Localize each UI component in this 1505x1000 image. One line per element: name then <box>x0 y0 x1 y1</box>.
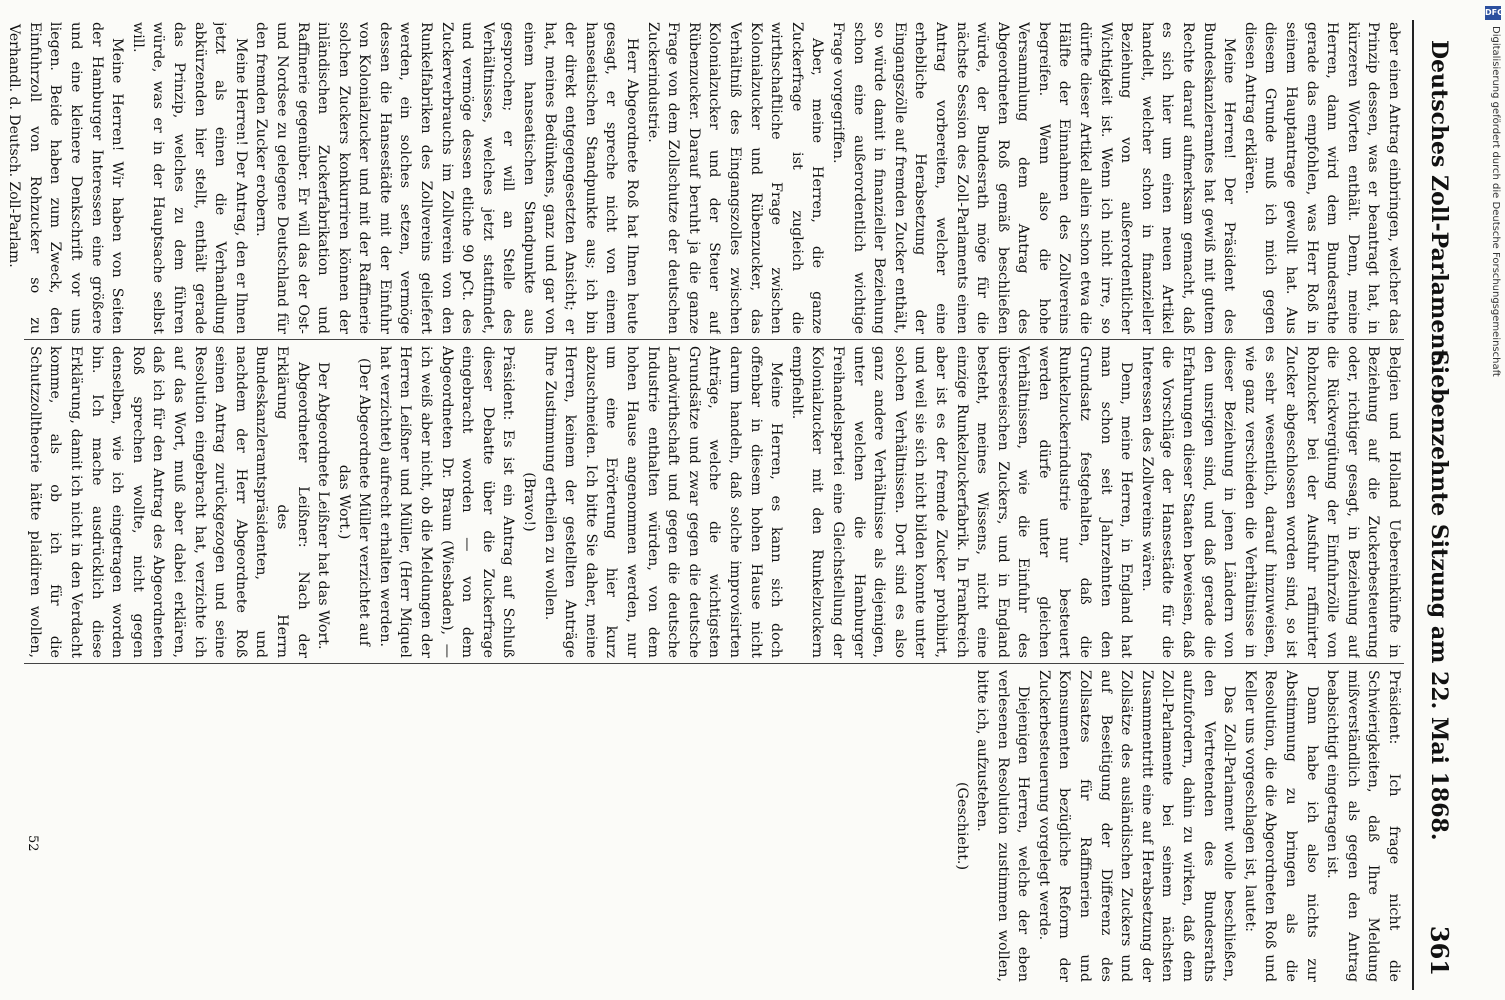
dfg-sidebar <box>1483 6 1503 996</box>
text-column-3 <box>24 670 1404 982</box>
paragraph: Herr Abgeordnete Roß hat Ihnen heute gesagt, er spreche nicht von einem hanseatischen Standpunkte aus; ich bin der direkt entgegengesetzten Ansicht; er hat, meines Bedünkens, ganz und gar von einem hanseatischen Standpunkte aus gesprochen; er will an Stelle des Verhältnisses, welches jetzt stattfindet, und vermöge dessen etliche 90 pCt. des Zuckerverbrauchs im Zollverein von den Runkelfabriken des Zollvereins geliefert werden, ein solches setzen, vermöge dessen die Hansestädte mit der Einfuhr von Kolonialzucker und mit der Raffinerie solchen Zuckers konkurriren können der inländischen Zuckerfabrikation und Raffinerie gegenüber. Er will das der Ost- und Nordsee zu gelegene Deutschland für den fremden Zucker erobern. <box>253 22 641 334</box>
dfg-logo: DFG <box>1485 6 1501 20</box>
header-session-title: Siebenzehnte Sitzung am 22. Mai 1868. <box>1426 350 1452 841</box>
paragraph: Abgeordneter Leißner: Nach der Erklärung des Herrn Bundeskanzleramtspräsidenten, und nachdem der Herr Abgeordnete Roß seinen Antrag zurückgezogen und seine Resolution eingebracht hat, verzichte ich auf das Wort, muß aber dabei erklären, daß ich für den Antrag des Abgeordneten Roß sprechen wollte, nicht gegen denselben, wie ich eingetragen worden bin. Ich mache ausdrücklich diese Erklärung, damit ich nicht in den Verdacht komme, als ob ich für die Schutzzolltheorie hätte plaidiren wollen, <box>26 346 311 658</box>
paragraph: Aber, meine Herren, die ganze Zuckerfrage ist zugleich die wirthschaftliche Frage zwischen Kolonialzucker und Rübenzucker, das Verhältniß des Eingangszolles zwischen Kolonialzucker und der Steuer auf Rübenzucker. Darauf beruht ja die ganze Frage von dem Zollschutze der deutschen Zuckerindustrie. <box>644 22 826 334</box>
paragraph: Der Abgeordnete Leißner hat das Wort. <box>315 362 332 650</box>
signature-mark: 52 <box>25 835 40 852</box>
dfg-credit-text: Digitalisierung gefördert durch die Deutsche Forschungsgemeinschaft <box>1490 26 1501 377</box>
paragraph: Dann habe ich also nichts zur Abstimmung zu bringen als die Resolution, die die Abgeordneten Roß und Keller uns vorgeschlagen ist, lautet: <box>1241 670 1320 982</box>
paragraph: Diejenigen Herren, welche der eben verlesenen Resolution zustimmen wollen, bitte ich, aufzustehen. <box>974 670 1032 982</box>
print-signature: Verhandl. d. Deutsch. Zoll-Parlam. <box>6 24 22 268</box>
paragraph: Belgien und Holland Uebereinkünfte in Beziehung auf die Zuckerbesteuerung oder, richtiger gesagt, in Beziehung auf die Rückvergütung der Einfuhrzölle von Rohzucker bei der Ausfuhr raffinirter Zucker abgeschlossen worden sind, so ist es sehr wesentlich, darauf hinzuweisen, wie ganz verschieden die Verhältnisse in dieser Beziehung in jenen Ländern von den unsrigen sind, und daß gerade die Erfahrungen dieser Staaten beweisen, daß die Vorschläge der Hansestädte für die Interessen des Zollvereins wären. <box>1138 346 1402 658</box>
paragraph: Das Zoll-Parlament wolle beschließen, den Vertretenden des Bundesraths aufzufordern, dahin zu wirken, daß dem Zoll-Parlamente bei seinem nächsten Zusammentritt eine auf Herabsetzung der Zollsätze des ausländischen Zuckers und auf Beseitigung der Differenz des Zollsatzes für Raffinerien und Konsumenten bezügliche Reform der Zuckerbesteuerung vorgelegt werde. <box>1035 670 1238 982</box>
column-divider <box>24 663 1404 664</box>
paragraph: Präsident: Es ist ein Antrag auf Schluß dieser Debatte über die Zuckerfrage eingebracht worden — von dem Abgeordneten Dr. Braun (Wiesbaden), — ich weiß aber nicht, ob die Meldungen der Herren Leißner und Müller, (Herr Miquel hat verzichtet) aufrecht erhalten werden. <box>376 346 517 658</box>
header-journal-title: Deutsches Zoll-Parlament. <box>1426 40 1452 368</box>
page-number: 361 <box>1425 925 1454 976</box>
paragraph: (Bravo!) <box>521 472 538 532</box>
text-column-2 <box>24 346 1404 658</box>
column-divider <box>24 339 1404 340</box>
paragraph: Meine Herren! Der Präsident des Bundeskanzleramtes hat gewiß mit gutem Rechte darauf aufmerksam gemacht, daß es sich hier um einen neuen Artikel handelt, welcher schon in finanzieller Beziehung von außerordentlicher Wichtigkeit ist. Wenn ich nicht irre, so dürfte dieser Artikel allein schon etwa die Hälfte der Einnahmen des Zollvereins begreifen. Wenn also die hohe Versammlung dem Antrag des Abgeordneten Roß gemäß beschließen würde, der Bundesrath möge für die nächste Session des Zoll-Parlaments einen Antrag vorbereiten, welcher eine erhebliche Herabsetzung der Eingangszölle auf fremden Zucker enthält, so würde damit in finanzieller Beziehung schon eine außerordentlich wichtige Frage vorgegriffen. <box>829 22 1238 334</box>
text-column-1 <box>24 22 1404 334</box>
paragraph: Präsident: Ich frage nicht die Schwierigkeiten, daß Ihre Meldung mißverständlich als gegen den Antrag beabsichtigt eingetragen ist. <box>1324 670 1402 982</box>
paragraph: Meine Herren! Wir haben von Seiten der Hamburger Interessen eine größere und eine kleinere Denkschrift vor uns liegen. Beide haben zum Zweck, den Einfuhrzoll von Rohzucker so zu <box>26 22 126 334</box>
paragraph: Denn, meine Herren, in England hat man schon seit Jahrzehnten den Grundsatz festgehalten, daß die Runkelzuckerindustrie nur besteuert werden dürfe unter gleichen Verhältnissen, wie die Einfuhr des überseeischen Zuckers, und in England besteht, meines Wissens, nicht eine einzige Runkelzuckerfabrik. In Frankreich aber ist es der fremde Zucker prohibirt, und weil sie sich nicht bilden konnte unter solchen Verhältnissen. Dort sind es also ganz andere Verhältnisse als diejenigen, unter welchen die Hamburger Freihandelspartei eine Gleichstellung der Kolonialzucker mit den Runkelzuckern empfiehlt. <box>788 346 1135 658</box>
header-rule <box>1412 20 1414 990</box>
running-header <box>1416 0 1460 1000</box>
paragraph: aber einen Antrag einbringen, welcher das Prinzip dessen, was er beantragt hat, in kürzeren Worten enthält. Denn, meine Herren, dann wird dem Bundesrathe gerade das empfohlen, was Herr Roß in seinem Hauptantrage gewollt hat. Aus diesem Grunde muß ich mich gegen diesen Antrag erklären. <box>1241 22 1402 334</box>
paragraph: Meine Herren, es kann sich doch offenbar in diesem hohen Hause nicht darum handeln, daß solche improvisirten Anträge, welche die wichtigsten Grundsätze und zwar gegen die deutsche Landwirthschaft und gegen die deutsche Industrie enthalten würden, von dem hohen Hause angenommen werden, nur um eine Erörterung hier kurz abzuschneiden. Ich bitte Sie daher, meine Herren, keinem der gestellten Anträge Ihre Zustimmung ertheilen zu wollen. <box>541 346 785 658</box>
paragraph: Meine Herren! Der Antrag, den er Ihnen jetzt als einen die Verhandlung abkürzenden hier stellt, enthält gerade das Prinzip, welches zu dem führen würde, was er in der Hauptsache selbst will. <box>129 22 249 334</box>
paragraph: (Geschieht.) <box>953 781 970 871</box>
paragraph: (Der Abgeordnete Müller verzichtet auf das Wort.) <box>335 357 373 647</box>
